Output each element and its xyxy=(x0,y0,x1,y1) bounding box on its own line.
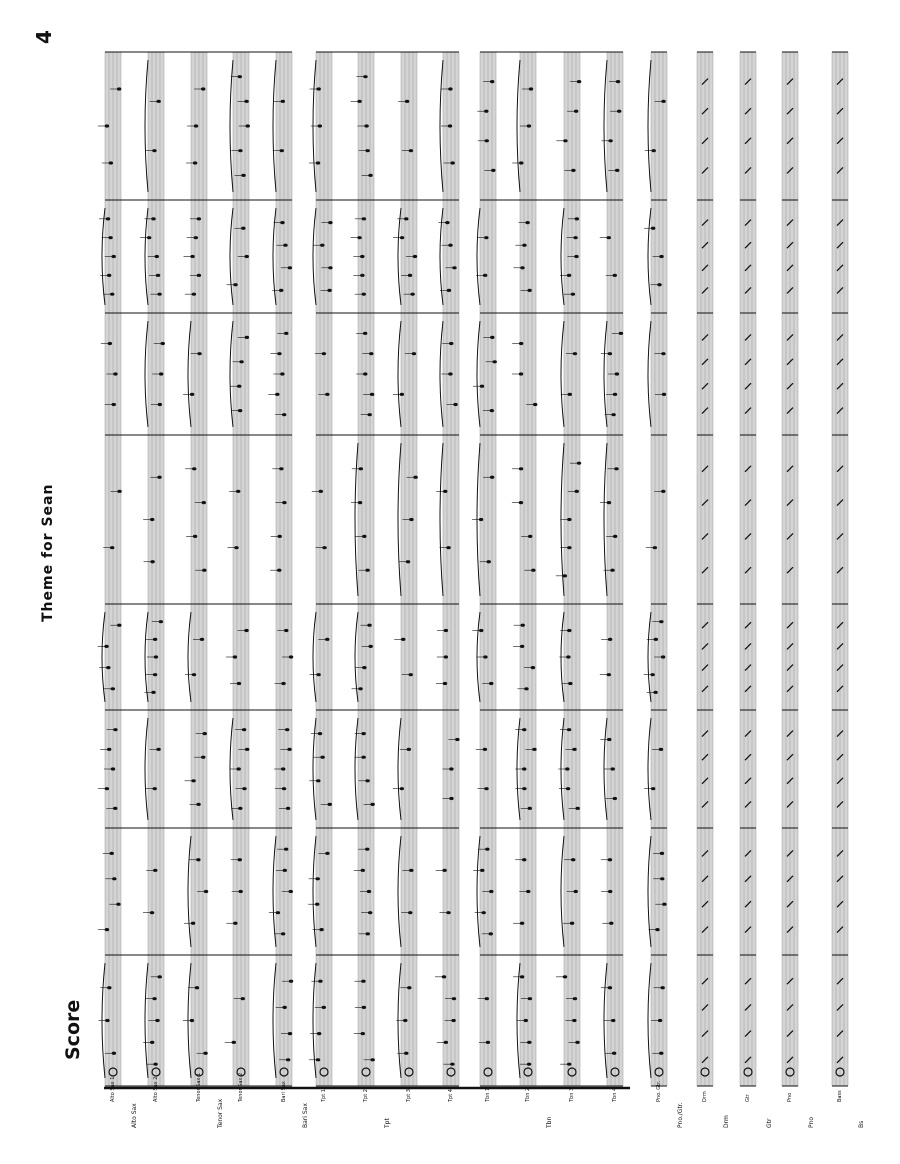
staff xyxy=(148,52,164,1086)
staff-number-label: Pno xyxy=(787,1092,793,1102)
instrument-group-label: Gtr xyxy=(766,1118,773,1128)
slur xyxy=(145,963,148,1078)
slur xyxy=(188,612,191,702)
slur xyxy=(145,321,148,427)
slur xyxy=(477,208,480,305)
slur xyxy=(273,836,276,947)
slur xyxy=(188,836,191,947)
staff xyxy=(651,52,667,1086)
slur xyxy=(398,208,401,305)
slur xyxy=(102,208,105,305)
slur xyxy=(561,836,564,947)
page-number: 4 xyxy=(32,30,56,44)
slur xyxy=(440,443,443,596)
score-label: Score xyxy=(62,999,84,1060)
staff xyxy=(607,52,623,1086)
slur xyxy=(648,208,651,305)
slur xyxy=(273,963,276,1078)
staff xyxy=(782,52,798,1086)
staff xyxy=(740,52,756,1086)
instrument-group-label: Alto Sax xyxy=(131,1103,138,1128)
slur xyxy=(145,60,148,192)
staff-number-label: Tpt 4 xyxy=(448,1089,454,1102)
staff-number-label: Alto Sax 1 xyxy=(110,1076,116,1102)
staff-number-label: Pno. Gtr. xyxy=(656,1080,662,1102)
slur xyxy=(313,208,316,305)
staff xyxy=(697,52,713,1086)
slur xyxy=(648,836,651,947)
slur xyxy=(145,208,148,305)
staff-number-label: Gtr xyxy=(745,1094,751,1102)
staff xyxy=(564,52,580,1086)
slur xyxy=(561,321,564,427)
slur xyxy=(313,836,316,947)
instrument-group-label: Tpt xyxy=(384,1118,391,1128)
slur xyxy=(398,718,401,820)
slur xyxy=(648,321,651,427)
slur xyxy=(355,443,358,596)
slur xyxy=(648,963,651,1078)
slur xyxy=(477,321,480,427)
staff-number-label: Tbn 4 xyxy=(612,1087,618,1102)
piece-title: Theme for Sean xyxy=(40,483,56,622)
staff-number-label: Tpt 2 xyxy=(363,1089,369,1102)
slur xyxy=(398,836,401,947)
staff xyxy=(832,52,848,1086)
slur xyxy=(188,321,191,427)
slur xyxy=(273,60,276,192)
staff xyxy=(401,52,417,1086)
instrument-group-label: Tenor Sax xyxy=(217,1098,224,1128)
slur xyxy=(145,718,148,820)
instrument-group-label: Bs xyxy=(858,1120,865,1128)
instrument-group-label: Bari Sax xyxy=(302,1103,309,1128)
staff xyxy=(233,52,249,1086)
staff-number-label: Tbn 3 xyxy=(569,1087,575,1102)
slur xyxy=(517,60,520,192)
staff xyxy=(443,52,459,1086)
instrument-group-label: Drm xyxy=(723,1115,730,1128)
staff-number-label: Tpt 3 xyxy=(406,1089,412,1102)
slur xyxy=(398,321,401,427)
slur xyxy=(230,321,233,427)
slur xyxy=(648,718,651,820)
instrument-group-label: Tbn xyxy=(546,1116,553,1128)
slur xyxy=(648,612,651,702)
staff-number-label: Bari Sax xyxy=(281,1081,287,1102)
instrument-group-label: Pno./Gtr. xyxy=(677,1102,684,1128)
staff-number-label: Tenor Sax 1 xyxy=(196,1072,202,1102)
staff-number-label: Alto Sax 2 xyxy=(153,1076,159,1102)
slur xyxy=(648,60,651,192)
staff xyxy=(358,52,374,1086)
staff-number-label: Tenor Sax 2 xyxy=(238,1072,244,1102)
slur xyxy=(313,963,316,1078)
slur xyxy=(604,60,607,192)
slur xyxy=(230,60,233,192)
staff xyxy=(316,52,332,1086)
slur xyxy=(477,836,480,947)
staff-number-label: Tbn 1 xyxy=(485,1087,491,1102)
slur xyxy=(230,208,233,305)
slur xyxy=(561,208,564,305)
staff-number-label: Bass xyxy=(837,1090,843,1102)
slur xyxy=(398,443,401,596)
slur xyxy=(604,321,607,427)
staff-number-label: Tpt 1 xyxy=(321,1089,327,1102)
instrument-group-label: Pno xyxy=(808,1117,815,1128)
slur xyxy=(313,612,316,702)
slur xyxy=(604,443,607,596)
staff xyxy=(480,52,496,1086)
staff-number-label: Tbn 2 xyxy=(525,1087,531,1102)
staff-number-label: Drm xyxy=(702,1091,708,1102)
